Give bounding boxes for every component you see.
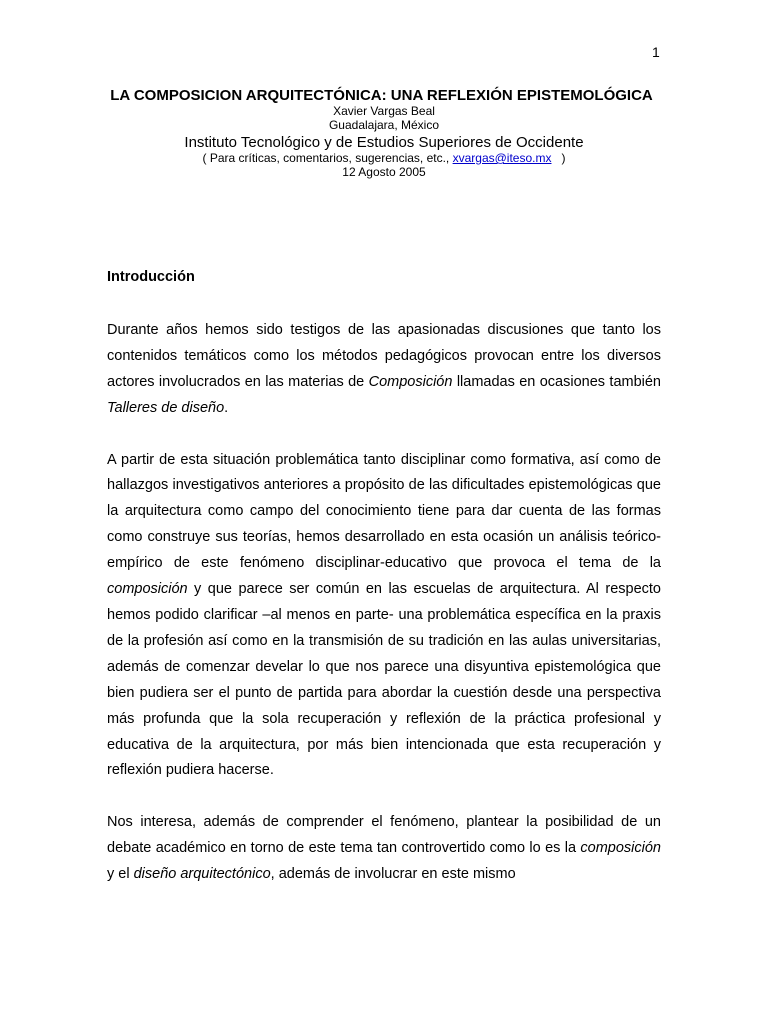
p1-emphasis-composicion: Composición (368, 373, 453, 390)
contact-suffix: ) (561, 151, 566, 165)
section-heading: Introducción (107, 269, 195, 285)
p1-text-c: llamadas en ocasiones también (452, 373, 661, 390)
p2-text-a: A partir de esta situación problemática tanto disciplinar como formativa, así como de hallazgos investigativos anteriores a propósito de las dificultades epistemológicas que la arquitectura como campo del conocimiento tiene para dar cuenta de las formas como construye sus teorías, hemos desarrollado en esta ocasión un análisis teórico-empírico de este fenómeno disciplinar-educativo que provoca el tema de la (107, 451, 661, 572)
p3-emphasis-diseno: diseño arquitectónico (133, 866, 271, 883)
page-number: 1 (652, 44, 660, 60)
author-location: Guadalajara, México (328, 118, 440, 132)
institution-name: Instituto Tecnológico y de Estudios Superiores de Occidente (184, 134, 584, 151)
p3-text-c: y el (107, 866, 134, 883)
email-link[interactable]: xvargas@iteso.mx (452, 151, 552, 165)
paragraph-2 (107, 448, 661, 785)
p2-text-c: y que parece ser común en las escuelas de arquitectura. Al respecto hemos podido clarificar –al menos en parte- una problemática específica en la praxis de la profesión así como en la transmisión de su tradición en las aulas universitarias, además de comenzar develar lo que nos parece una disyuntiva epistemológica que bien pudiera ser el punto de partida para abordar la cuestión desde una perspectiva más profunda que la sola recuperación y reflexión de la práctica profesional y educativa de la arquitectura, por más bien intencionada que esta recuperación y reflexión pudiera hacerse. (107, 581, 661, 779)
paragraph-1 (107, 318, 661, 422)
author-name: Xavier Vargas Beal (333, 104, 435, 118)
document-body (107, 265, 661, 914)
p1-text-a: Durante años hemos sido testigos de las apasionadas discusiones que tanto los contenidos temáticos como los métodos pedagógicos provocan entre los diversos actores involucrados en las materias de (107, 321, 661, 390)
p2-emphasis-composicion: composición (107, 581, 188, 598)
document-title: LA COMPOSICION ARQUITECTÓNICA: UNA REFLEXIÓN EPISTEMOLÓGICA (110, 87, 653, 104)
document-date: 12 Agosto 2005 (342, 165, 426, 179)
p3-text-e: , además de involucrar en este mismo (270, 866, 516, 883)
paragraph-3 (107, 810, 661, 888)
contact-line (0, 152, 768, 164)
contact-prefix: ( Para críticas, comentarios, sugerencias, etc., (202, 151, 450, 165)
p3-emphasis-composicion: composición (580, 840, 661, 857)
p1-emphasis-talleres: Talleres de diseño (107, 399, 225, 416)
p1-text-e: . (224, 399, 229, 416)
document-header (0, 88, 768, 178)
p3-text-a: Nos interesa, además de comprender el fenómeno, plantear la posibilidad de un debate académico en torno de este tema tan controvertido como lo es la (107, 814, 661, 857)
